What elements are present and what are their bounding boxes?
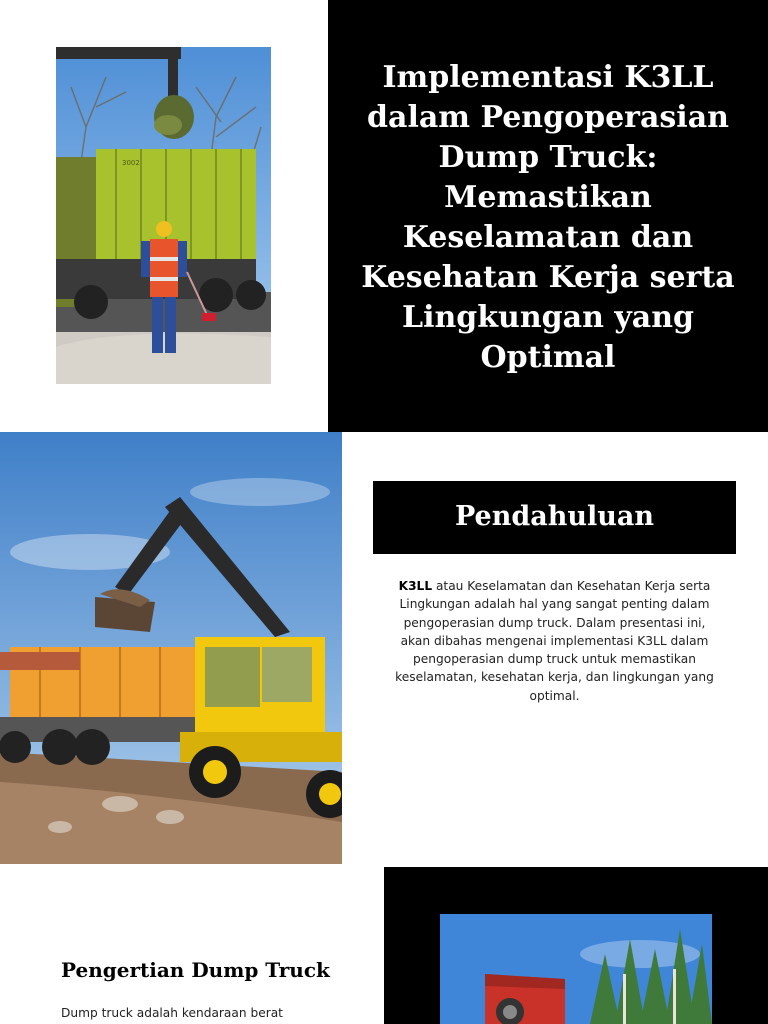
excavator-loading-truck-photo (0, 432, 342, 864)
tipping-dump-truck-photo (440, 914, 712, 1024)
dump-truck-worker-photo (56, 47, 271, 384)
section-heading-pengertian: Pengertian Dump Truck (61, 958, 330, 982)
section-heading-pendahuluan: Pendahuluan (454, 501, 655, 532)
pengertian-body-start: Dump truck adalah kendaraan berat (61, 1006, 283, 1020)
truck-number: 3002 (122, 159, 140, 167)
pendahuluan-paragraph (388, 577, 721, 705)
presentation-title: Implementasi K3LL dalam Pengoperasian Dump Truck: Memastikan Keselamatan dan Kesehatan Kerja serta Lingkungan yang Optimal (361, 60, 735, 375)
pendahuluan-body: atau Keselamatan dan Kesehatan Kerja serta Lingkungan adalah hal yang sangat penting dalam pengoperasian dump truck. Dalam presentasi ini, akan dibahas mengenai implementasi K3LL dalam pengoperasian dump truck untuk memastikan keselamatan, kesehatan kerja, dan lingkungan yang optimal. (395, 579, 714, 703)
k3ll-term: K3LL (398, 579, 433, 593)
